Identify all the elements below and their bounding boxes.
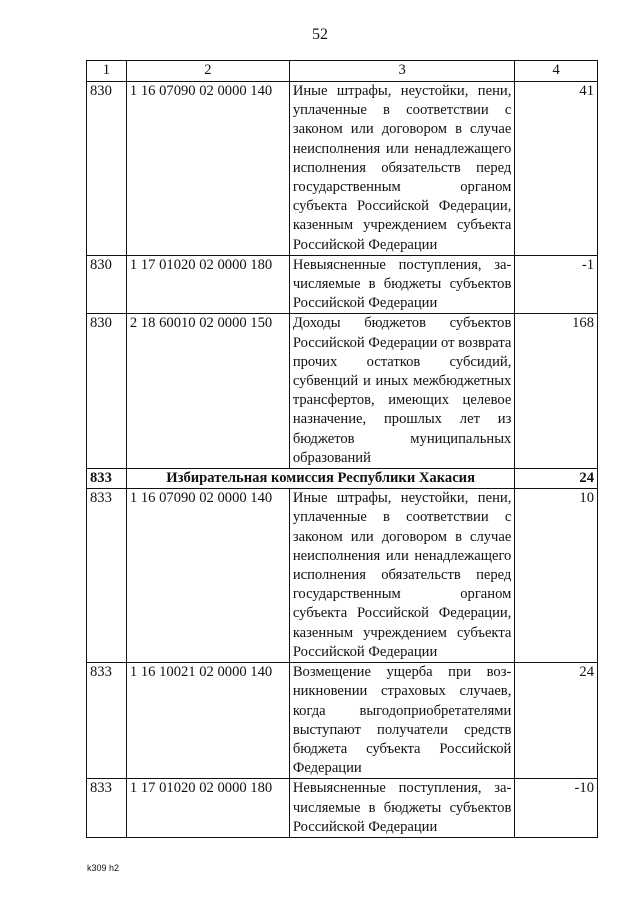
- table-header-row: [87, 61, 598, 82]
- column-header-1: 1: [87, 61, 127, 82]
- column-header-4: 4: [515, 61, 598, 82]
- amount-cell: 24: [515, 663, 598, 779]
- table-row: [87, 663, 598, 779]
- amount-cell: -10: [515, 779, 598, 838]
- budget-code-cell: 1 16 10021 02 0000 140: [126, 663, 289, 779]
- description-cell: Иные штрафы, неустойки, пени, уплаченные в соответствии с законом или договором в случае неисполнения или ненадлежащего исполнения обязательств перед государственным органом субъекта Российской Федерации, казенным учреждением субъекта Российской Федерации: [289, 82, 515, 256]
- admin-code-cell: 833: [87, 663, 127, 779]
- budget-code-cell: 1 17 01020 02 0000 180: [126, 255, 289, 314]
- admin-code-cell: 830: [87, 314, 127, 469]
- table-row: [87, 82, 598, 256]
- description-cell: Возмещение ущерба при возникновении страховых случаев, когда выгодоприобретателями выступают получатели средств бюджета субъекта Российской Федерации: [289, 663, 515, 779]
- admin-code-cell: 830: [87, 82, 127, 256]
- admin-code-cell: 833: [87, 779, 127, 838]
- description-cell: Доходы бюджетов субъектов Российской Федерации от возврата прочих остатков субсидий, субвенций и иных межбюджетных трансфертов, имеющих целевое назначение, прошлых лет из бюджетов муниципальных образований: [289, 314, 515, 469]
- budget-code-cell: 2 18 60010 02 0000 150: [126, 314, 289, 469]
- section-title: Избирательная комиссия Республики Хакасия: [126, 469, 514, 489]
- footer-document-code: k309 h2: [87, 863, 120, 873]
- description-cell: Невыясненные поступления, зачисляемые в бюджеты субъектов Российской Федерации: [289, 255, 515, 314]
- page-number: 52: [312, 26, 328, 43]
- description-cell: Невыясненные поступления, зачисляемые в бюджеты субъектов Российской Федерации: [289, 779, 515, 838]
- admin-code-cell: 833: [87, 489, 127, 663]
- budget-code-cell: 1 16 07090 02 0000 140: [126, 489, 289, 663]
- table-row: [87, 255, 598, 314]
- admin-code-cell: 830: [87, 255, 127, 314]
- budget-code-cell: 1 17 01020 02 0000 180: [126, 779, 289, 838]
- section-row: [87, 469, 598, 489]
- column-header-3: 3: [289, 61, 515, 82]
- amount-cell: -1: [515, 255, 598, 314]
- table-row: [87, 779, 598, 838]
- table-row: [87, 489, 598, 663]
- budget-table: [86, 60, 598, 838]
- section-admin-code: 833: [87, 469, 127, 489]
- section-amount: 24: [515, 469, 598, 489]
- column-header-2: 2: [126, 61, 289, 82]
- budget-code-cell: 1 16 07090 02 0000 140: [126, 82, 289, 256]
- amount-cell: 168: [515, 314, 598, 469]
- table-row: [87, 314, 598, 469]
- amount-cell: 10: [515, 489, 598, 663]
- description-cell: Иные штрафы, неустойки, пени, уплаченные в соответствии с законом или договором в случае неисполнения или ненадлежащего исполнения обязательств перед государственным органом субъекта Российской Федерации, казенным учреждением субъекта Российской Федерации: [289, 489, 515, 663]
- amount-cell: 41: [515, 82, 598, 256]
